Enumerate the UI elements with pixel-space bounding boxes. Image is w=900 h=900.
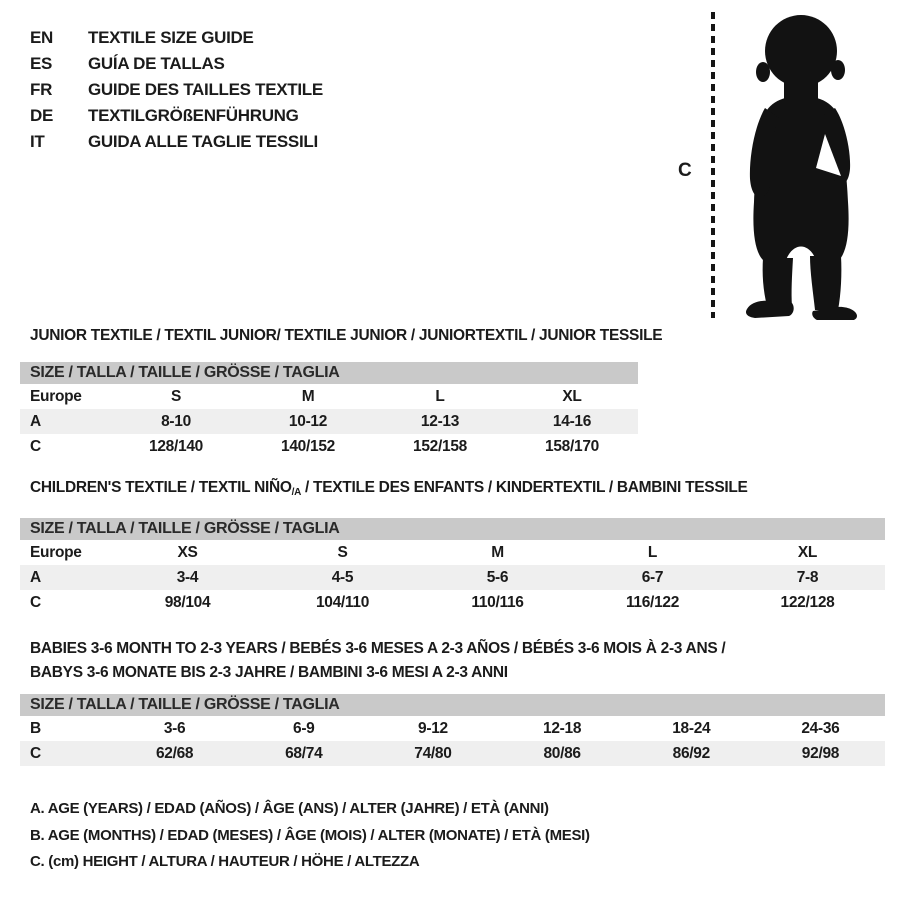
table-cell: 7-8: [796, 569, 819, 586]
toddler-silhouette-image: [727, 8, 879, 320]
table-cell: XS: [177, 544, 198, 561]
table-cell: 122/128: [780, 594, 835, 611]
size-table-header-bar: SIZE / TALLA / TAILLE / GRÖSSE / TAGLIA: [20, 362, 638, 384]
table-row-age: [20, 409, 638, 434]
language-row-it: [30, 129, 323, 155]
footnote-a: A. AGE (YEARS) / EDAD (AÑOS) / ÂGE (ANS) / ALTER (JAHRE) / ETÀ (ANNI): [30, 800, 549, 817]
row-label: Europe: [30, 544, 82, 561]
table-cell: 110/116: [471, 594, 524, 611]
table-row-europe: [20, 540, 885, 565]
table-row-europe: [20, 384, 638, 409]
size-table-header-bar: SIZE / TALLA / TAILLE / GRÖSSE / TAGLIA: [20, 694, 885, 716]
table-cell: 10-12: [288, 413, 328, 430]
table-cell: 152/158: [413, 438, 467, 455]
table-cell: L: [435, 388, 445, 405]
table-cell: 74/80: [414, 745, 452, 762]
footnote-c: C. (cm) HEIGHT / ALTURA / HAUTEUR / HÖHE / ALTEZZA: [30, 853, 420, 870]
junior-section-title: JUNIOR TEXTILE / TEXTIL JUNIOR/ TEXTILE JUNIOR / JUNIORTEXTIL / JUNIOR TESSILE: [30, 327, 663, 344]
row-label: C: [30, 594, 41, 611]
row-label: C: [30, 745, 41, 762]
table-cell: 3-4: [176, 569, 199, 586]
height-measure-dotted-line: [711, 12, 715, 318]
language-row-es: [30, 51, 323, 77]
language-list: [30, 25, 323, 155]
babies-title-line1: BABIES 3-6 MONTH TO 2-3 YEARS / BEBÉS 3-6 MESES A 2-3 AÑOS / BÉBÉS 3-6 MOIS À 2-3 ANS /: [30, 640, 726, 657]
row-label: Europe: [30, 388, 82, 405]
children-title-post: / TEXTILE DES ENFANTS / KINDERTEXTIL / BAMBINI TESSILE: [301, 479, 748, 496]
table-cell: 62/68: [155, 745, 194, 762]
table-cell: 12-18: [543, 720, 582, 737]
table-cell: 14-16: [552, 413, 592, 430]
table-cell: XL: [797, 544, 818, 561]
language-code: IT: [30, 132, 45, 151]
table-cell: 12-13: [420, 413, 460, 430]
table-cell: 6-7: [641, 569, 664, 586]
table-cell: 18-24: [672, 720, 711, 737]
table-cell: 158/170: [545, 438, 599, 455]
table-cell: S: [337, 544, 348, 561]
table-cell: 6-9: [293, 720, 315, 737]
table-cell: XL: [562, 388, 582, 405]
size-table-header-bar: SIZE / TALLA / TAILLE / GRÖSSE / TAGLIA: [20, 518, 885, 540]
table-cell: 9-12: [418, 720, 448, 737]
children-title-pre: CHILDREN'S TEXTILE / TEXTIL NIÑO: [30, 479, 292, 496]
row-label: A: [30, 413, 41, 430]
table-cell: L: [647, 544, 658, 561]
babies-title-line2: BABYS 3-6 MONATE BIS 2-3 JAHRE / BAMBINI 3-6 MESI A 2-3 ANNI: [30, 664, 508, 681]
table-cell: 24-36: [801, 720, 840, 737]
junior-size-table: [20, 362, 638, 459]
table-cell: 116/122: [625, 594, 680, 611]
table-cell: S: [170, 388, 182, 405]
table-cell: 8-10: [161, 413, 191, 430]
language-code: EN: [30, 28, 54, 47]
table-cell: M: [491, 544, 504, 561]
table-row-height: [20, 741, 885, 766]
table-row-height: [20, 590, 885, 615]
language-code: ES: [30, 54, 53, 73]
table-row-height: [20, 434, 638, 459]
language-row-fr: [30, 77, 323, 103]
table-cell: 68/74: [285, 745, 323, 762]
table-row-months: [20, 716, 885, 741]
language-code: FR: [30, 80, 53, 99]
table-cell: 3-6: [163, 720, 186, 737]
guide-title: GUIDA ALLE TAGLIE TESSILI: [88, 132, 318, 151]
guide-title: GUIDE DES TAILLES TEXTILE: [88, 80, 323, 99]
children-title-sub: /A: [291, 487, 302, 498]
babies-section-title: [30, 637, 725, 685]
table-cell: 128/140: [149, 438, 203, 455]
children-section-title: [30, 479, 748, 498]
table-cell: 86/92: [672, 745, 710, 762]
footnotes: [30, 796, 590, 876]
table-cell: 92/98: [801, 745, 840, 762]
guide-title: TEXTILGRÖßENFÜHRUNG: [88, 106, 299, 125]
language-code: DE: [30, 106, 54, 125]
language-row-en: [30, 25, 323, 51]
table-row-age: [20, 565, 885, 590]
table-cell: 140/152: [281, 438, 335, 455]
children-size-table: [20, 518, 885, 615]
height-measure-label: C: [678, 160, 692, 181]
table-cell: 5-6: [486, 569, 509, 586]
guide-title: TEXTILE SIZE GUIDE: [88, 28, 254, 47]
table-cell: 80/86: [543, 745, 581, 762]
table-cell: M: [301, 388, 315, 405]
table-cell: 4-5: [331, 569, 354, 586]
row-label: A: [30, 569, 41, 586]
row-label: C: [30, 438, 41, 455]
row-label: B: [30, 720, 41, 737]
footnote-b: B. AGE (MONTHS) / EDAD (MESES) / ÂGE (MOIS) / ALTER (MONATE) / ETÀ (MESI): [30, 826, 590, 844]
table-cell: 98/104: [164, 594, 211, 611]
babies-size-table: [20, 694, 885, 766]
table-cell: 104/110: [315, 594, 370, 611]
guide-title: GUÍA DE TALLAS: [88, 54, 225, 73]
language-row-de: [30, 103, 323, 129]
